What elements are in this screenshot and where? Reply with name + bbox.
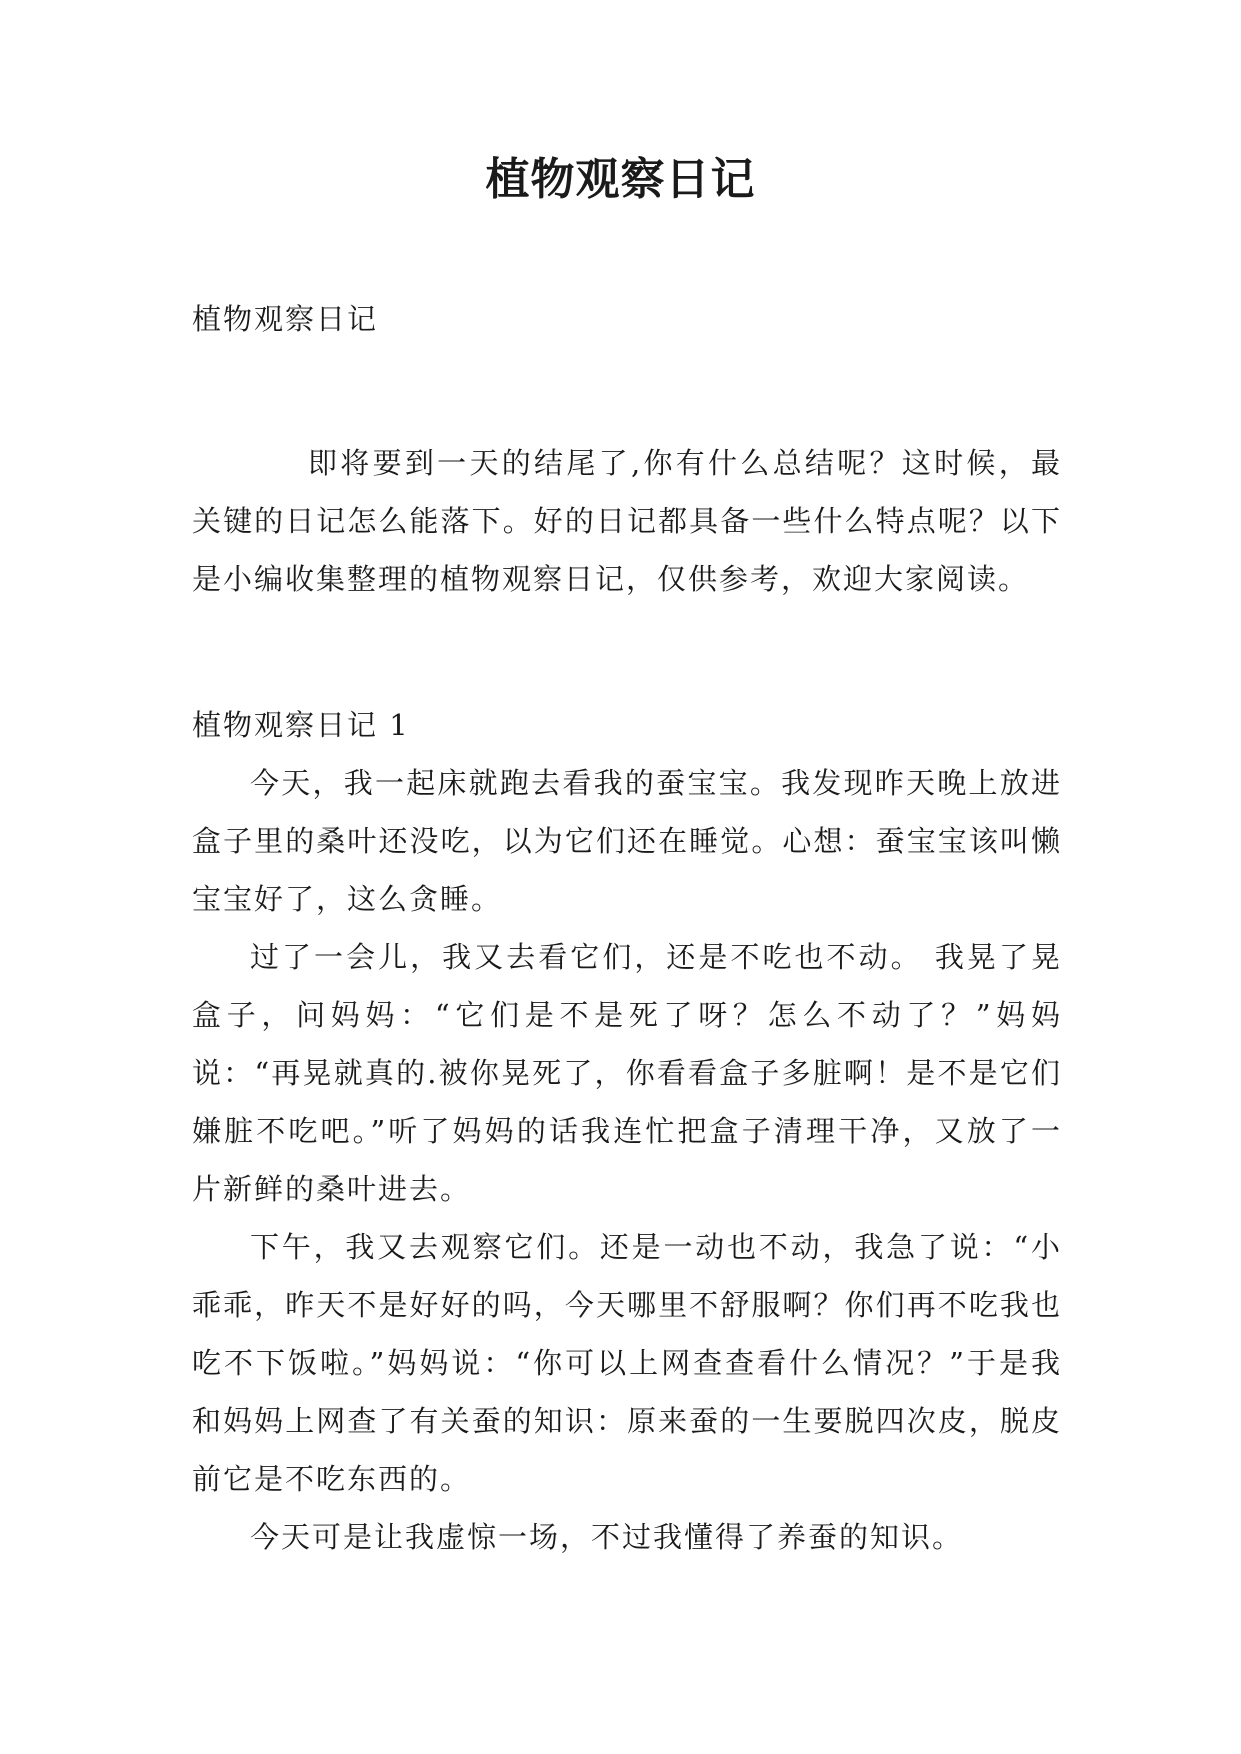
body-paragraph: 下午，我又去观察它们。还是一动也不动，我急了说：“小乖乖，昨天不是好好的吗，今天哪里不舒服啊？你们再不吃我也吃不下饭啦。”妈妈说：“你可以上网查查看什么情况？”于是我和妈妈上网查了有关蚕的知识：原来蚕的一生要脱四次皮，脱皮前它是不吃东西的。 bbox=[192, 1230, 1062, 1496]
section-heading: 植物观察日记 1 bbox=[192, 708, 410, 742]
body-paragraph: 今天，我一起床就跑去看我的蚕宝宝。我发现昨天晚上放进盒子里的桑叶还没吃，以为它们还在睡觉。心想：蚕宝宝该叫懒宝宝好了，这么贪睡。 bbox=[192, 766, 1062, 916]
body-paragraph: 过了一会儿，我又去看它们，还是不吃也不动。 我晃了晃盒子，问妈妈：“它们是不是死了呀？怎么不动了？”妈妈说：“再晃就真的.被你晃死了，你看看盒子多脏啊！是不是它们嫌脏不吃吧。”听了妈妈的话我连忙把盒子清理干净，又放了一片新鲜的桑叶进去。 bbox=[192, 940, 1062, 1206]
document-title: 植物观察日记 bbox=[485, 154, 756, 205]
document-subtitle: 植物观察日记 bbox=[192, 302, 379, 336]
intro-paragraph: 即将要到一天的结尾了,你有什么总结呢？这时候，最关键的日记怎么能落下。好的日记都具备一些什么特点呢？以下是小编收集整理的植物观察日记，仅供参考，欢迎大家阅读。 bbox=[192, 446, 1062, 596]
spacer bbox=[192, 608, 1062, 696]
body-paragraph: 今天可是让我虚惊一场，不过我懂得了养蚕的知识。 bbox=[250, 1520, 964, 1554]
spacer bbox=[192, 348, 1062, 434]
document-body bbox=[192, 290, 1062, 1566]
